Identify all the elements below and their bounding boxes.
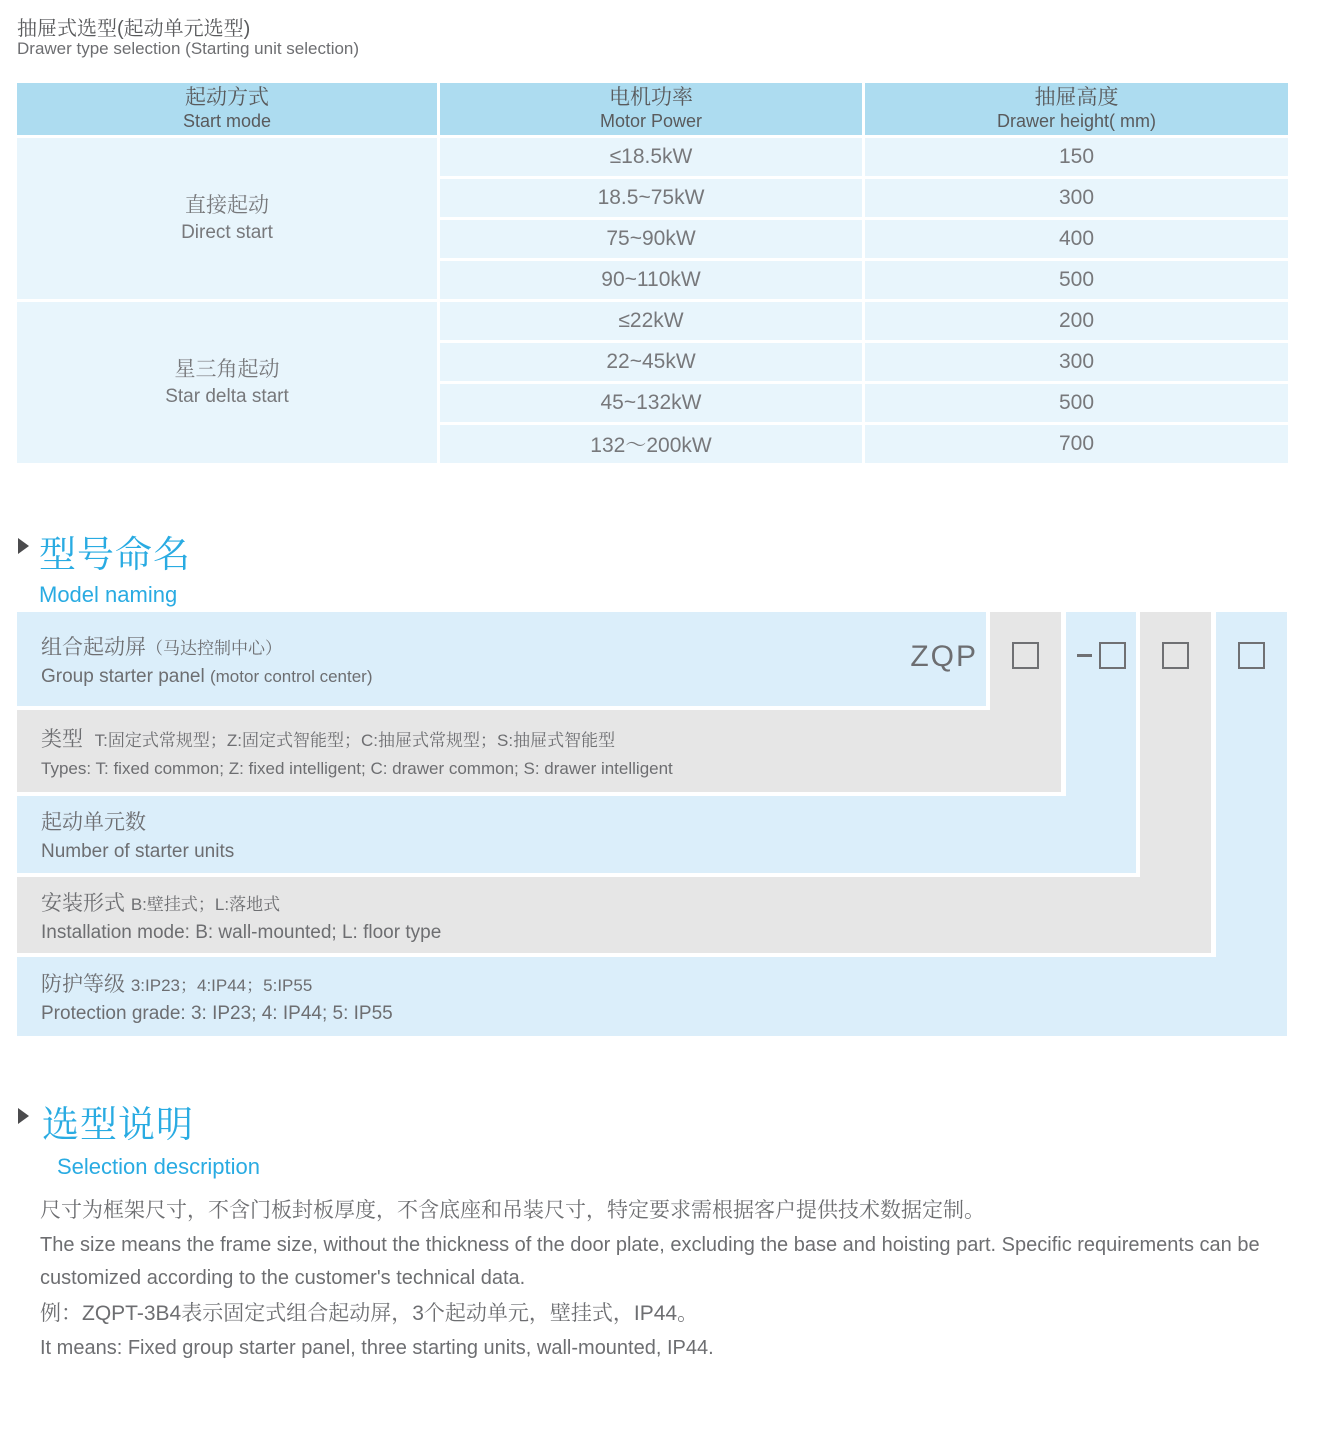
height-cell: 300 [865, 343, 1288, 381]
power-cell: ≤18.5kW [440, 138, 862, 176]
model-naming-heading-cn: 型号命名 [39, 534, 191, 575]
model-row-en-main: Number of starter units [41, 841, 235, 862]
model-row-en-main: Protection grade: 3: IP23; 4: IP44; 5: IP55 [41, 1003, 393, 1024]
model-row-cn [41, 806, 1136, 836]
model-row-cn-sub: B:壁挂式；L:落地式 [130, 894, 281, 914]
power-cell: 90~110kW [440, 261, 862, 299]
model-row-en [41, 922, 1211, 944]
power-cell: 132～200kW [440, 425, 862, 463]
height-cell: 150 [865, 138, 1288, 176]
page-title-cn: 抽屉式选型(起动单元选型) [17, 18, 251, 40]
dash-icon [1077, 654, 1092, 657]
model-row-en-main: Group starter panel [41, 665, 205, 687]
selection-description-heading [17, 1094, 260, 1180]
model-code-prefix: ZQP [910, 640, 978, 673]
section-arrow-icon [18, 538, 29, 554]
model-row-en-main: Types: T: fixed common; Z: fixed intelligent; C: drawer common; S: drawer intelligent [41, 758, 673, 778]
col-header-drawer-height [865, 83, 1288, 135]
code-placeholder-box-icon [1162, 642, 1189, 669]
model-row-cn-main: 安装形式 [41, 891, 125, 915]
power-cell: ≤22kW [440, 302, 862, 340]
desc-line-en: It means: Fixed group starter panel, three starting units, wall-mounted, IP44. [40, 1337, 714, 1359]
selection-heading-cn: 选型说明 [42, 1104, 194, 1145]
code-placeholder-box-icon [1238, 642, 1265, 669]
code-dash-box [1077, 642, 1126, 669]
height-cell: 300 [865, 179, 1288, 217]
desc-line-en: The size means the frame size, without the thickness of the door plate, excluding the base and hoisting part. Specific requirements can be customized according to the customer's technical data. [40, 1234, 1260, 1289]
height-cell: 500 [865, 384, 1288, 422]
model-code-column-installation [1140, 612, 1211, 953]
model-row-cn-main: 起动单元数 [41, 811, 146, 834]
start-mode-direct-en: Direct start [181, 221, 273, 243]
code-placeholder-box-icon [1012, 642, 1039, 669]
model-row-cn [41, 968, 1287, 998]
model-row-cn-main: 类型 [41, 727, 83, 751]
model-row-cn [41, 887, 1211, 917]
col-header-drawer-height-en: Drawer height( mm) [996, 110, 1157, 131]
model-row-cn-sub: （马达控制中心） [146, 638, 282, 658]
start-mode-direct-cn: 直接起动 [185, 193, 269, 217]
model-code-column-units [1066, 612, 1136, 873]
model-row-group-starter-panel [17, 612, 986, 706]
power-cell: 18.5~75kW [440, 179, 862, 217]
height-cell: 200 [865, 302, 1288, 340]
selection-heading-en: Selection description [57, 1154, 261, 1179]
col-header-drawer-height-cn: 抽屉高度 [1034, 86, 1119, 110]
model-row-cn [41, 723, 1061, 753]
start-mode-star-delta-en: Star delta start [165, 385, 289, 407]
model-code-column-protection [1216, 612, 1287, 1036]
col-header-start-mode-cn: 起动方式 [185, 86, 269, 110]
model-row-en [41, 758, 1061, 780]
power-cell: 22~45kW [440, 343, 862, 381]
desc-line-cn: 尺寸为框架尺寸，不含门板封板厚度，不含底座和吊装尺寸，特定要求需根据客户提供技术数据定制。 [40, 1199, 985, 1222]
power-cell: 75~90kW [440, 220, 862, 258]
model-code-column-type [990, 612, 1061, 792]
col-header-start-mode [17, 83, 437, 135]
model-naming-heading [17, 524, 191, 608]
model-row-en-main: Installation mode: B: wall-mounted; L: floor type [41, 921, 442, 943]
section-arrow-icon [18, 1108, 29, 1124]
model-row-starter-units [17, 796, 1136, 873]
model-row-en [41, 666, 986, 688]
model-naming-heading-en: Model naming [39, 582, 178, 607]
power-cell: 45~132kW [440, 384, 862, 422]
start-mode-star-delta-cell [17, 302, 437, 463]
model-row-types [17, 710, 1061, 792]
selection-description-body [40, 1194, 1288, 1367]
model-row-cn-main: 组合起动屏 [41, 635, 146, 659]
model-row-en-sub: (motor control center) [209, 666, 373, 686]
model-row-en [41, 1003, 1287, 1025]
drawer-selection-table [17, 83, 1288, 463]
model-row-cn-main: 防护等级 [41, 973, 125, 996]
model-row-cn-sub: T:固定式常规型；Z:固定式智能型；C:抽屉式常规型；S:抽屉式智能型 [94, 730, 616, 750]
model-row-protection-grade [17, 957, 1287, 1036]
height-cell: 500 [865, 261, 1288, 299]
col-header-motor-power [440, 83, 862, 135]
code-placeholder-box-icon [1099, 642, 1126, 669]
start-mode-direct-cell [17, 138, 437, 299]
model-row-cn-sub: 3:IP23；4:IP44；5:IP55 [130, 976, 313, 995]
model-row-installation-mode [17, 877, 1211, 953]
model-naming-diagram [17, 612, 1287, 1036]
col-header-start-mode-en: Start mode [182, 110, 272, 131]
model-row-cn [41, 631, 986, 661]
start-mode-star-delta-cn: 星三角起动 [174, 357, 280, 381]
height-cell: 400 [865, 220, 1288, 258]
desc-line-cn: 例：ZQPT-3B4表示固定式组合起动屏，3个起动单元，壁挂式，IP44。 [40, 1302, 699, 1325]
col-header-motor-power-cn: 电机功率 [609, 86, 693, 110]
model-row-en [41, 841, 1136, 863]
col-header-motor-power-en: Motor Power [599, 110, 703, 131]
page-title-en: Drawer type selection (Starting unit selection) [17, 39, 360, 58]
height-cell: 700 [865, 425, 1288, 463]
